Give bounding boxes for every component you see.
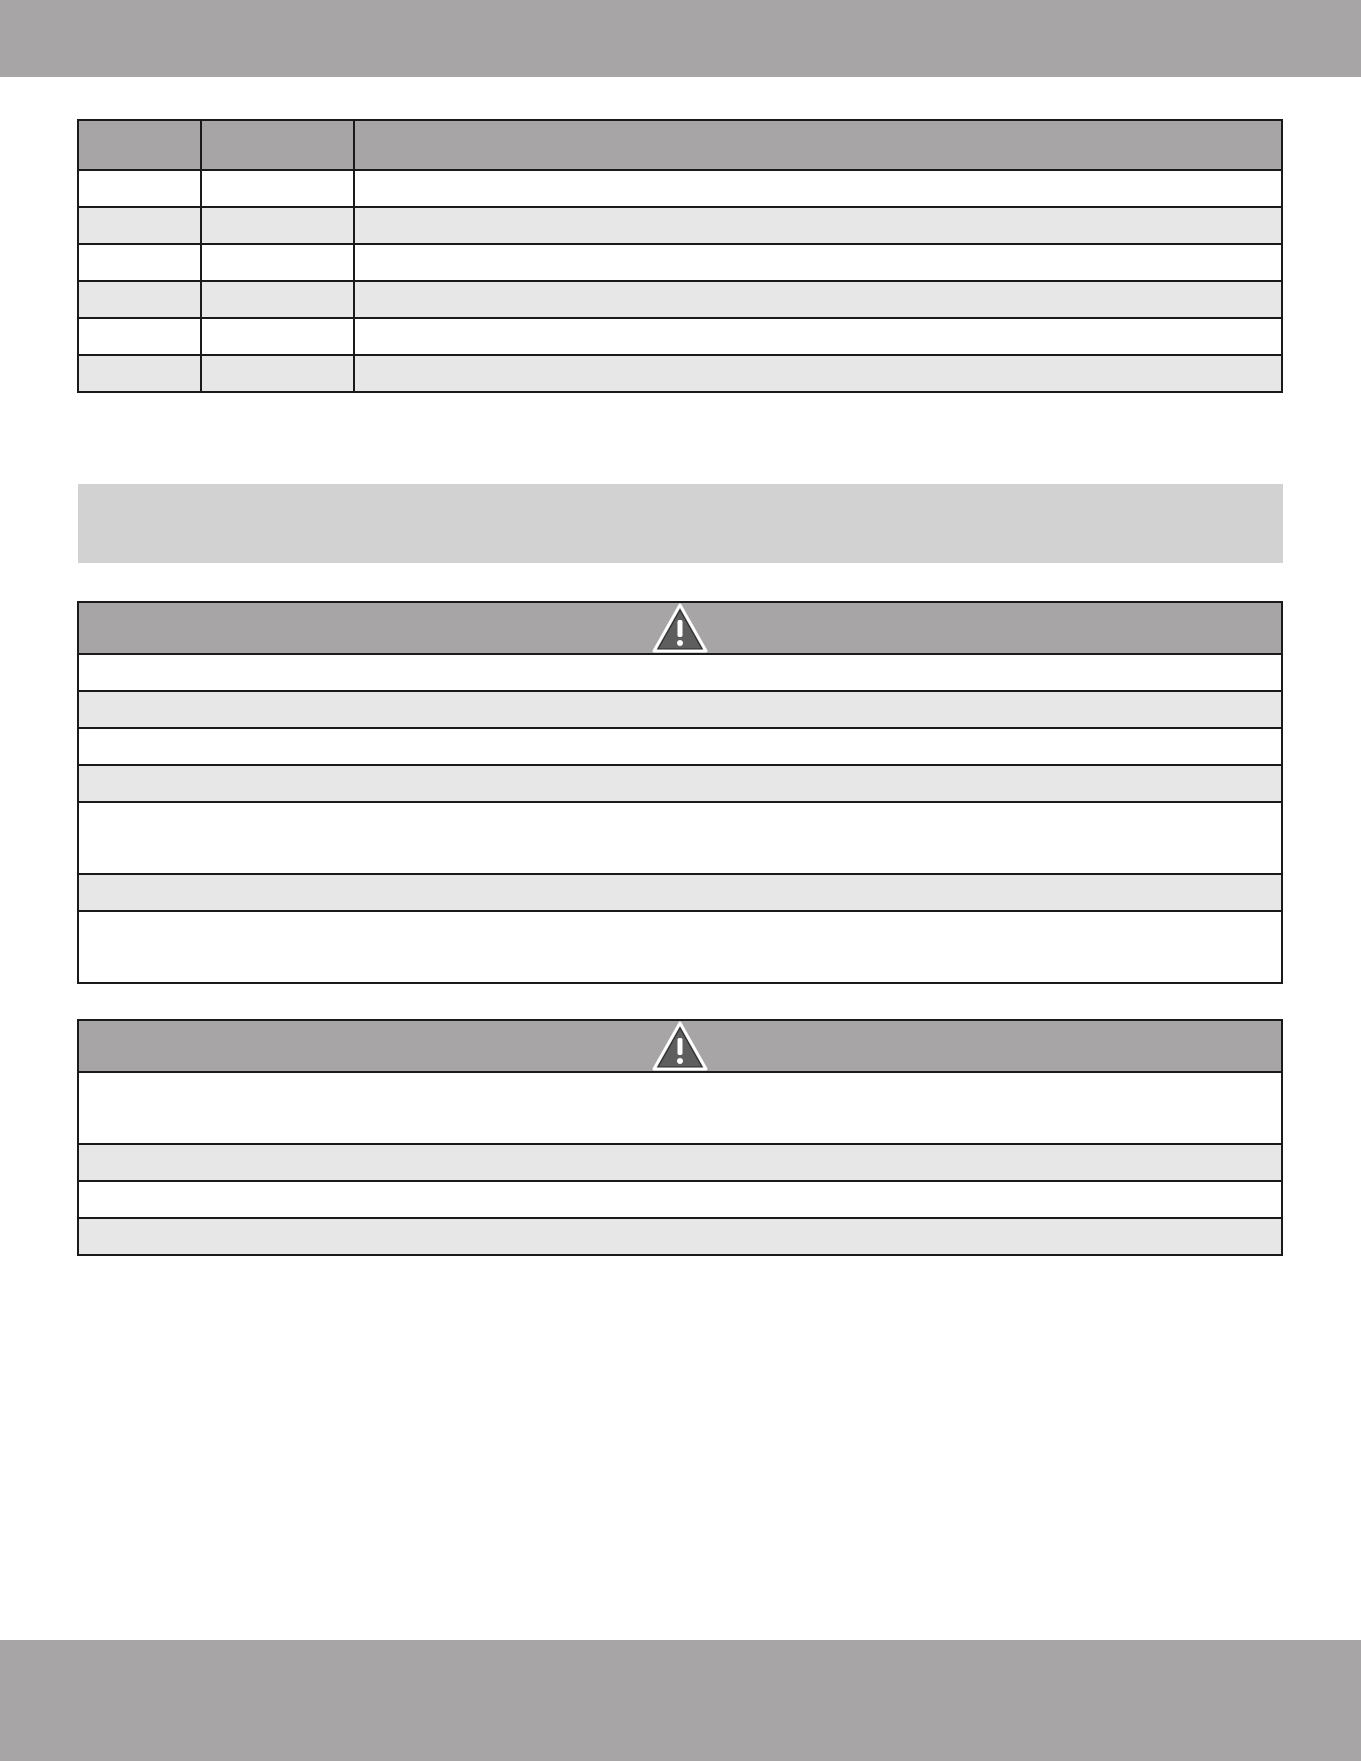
spec-header-cell-3: [354, 120, 1282, 170]
table-row: [78, 355, 1282, 392]
warning-row: [78, 728, 1282, 765]
bottom-footer-band: [0, 1640, 1361, 1761]
warning-box-2: [77, 1019, 1283, 1256]
warning-row: [78, 1144, 1282, 1181]
table-row: [78, 318, 1282, 355]
warning-row: [78, 911, 1282, 983]
warning-row: [78, 654, 1282, 691]
spec-table: [77, 119, 1283, 393]
warning-header: [78, 1020, 1282, 1072]
warning-row: [78, 765, 1282, 802]
table-row: [78, 244, 1282, 281]
table-row: [78, 281, 1282, 318]
warning-triangle-icon: [652, 1021, 708, 1071]
warning-row: [78, 802, 1282, 874]
warning-header: [78, 602, 1282, 654]
spec-header-cell-2: [201, 120, 354, 170]
section-heading-band: [78, 484, 1283, 563]
warning-box-1: [77, 601, 1283, 984]
table-row: [78, 207, 1282, 244]
warning-triangle-icon: [652, 603, 708, 653]
warning-row: [78, 691, 1282, 728]
warning-row: [78, 1218, 1282, 1255]
warning-row: [78, 1181, 1282, 1218]
top-header-band: [0, 0, 1361, 77]
spec-table-header: [78, 120, 1282, 170]
table-row: [78, 170, 1282, 207]
warning-row: [78, 874, 1282, 911]
warning-row: [78, 1072, 1282, 1144]
spec-header-cell-1: [78, 120, 201, 170]
